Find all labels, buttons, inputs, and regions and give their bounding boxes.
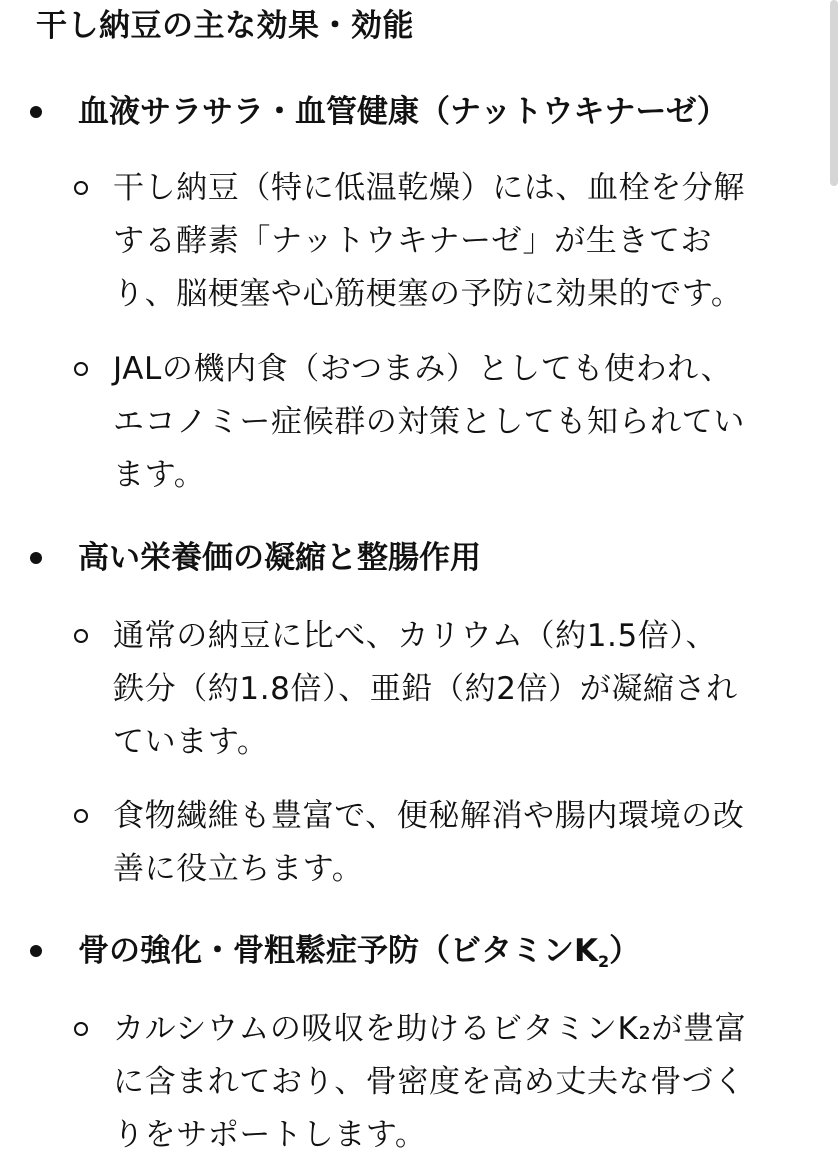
text-line: 食物繊維も豊富で、便秘解消や腸内環境の改 — [113, 798, 745, 834]
subscript-2: 2 — [598, 952, 610, 971]
text-line: ています。 — [113, 724, 269, 760]
bullet-dot — [30, 552, 42, 564]
text-line: する酵素「ナットウキナーゼ」が生きてお — [113, 223, 713, 259]
text-line: 善に役立ちます。 — [113, 851, 364, 887]
text-line: カルシウムの吸収を助けるビタミンK₂が豊富 — [113, 1011, 747, 1047]
text-line: り、脳梗塞や心筋梗塞の予防に効果的です。 — [113, 276, 743, 312]
text-line: ます。 — [113, 457, 206, 493]
bullet-dot — [30, 106, 42, 118]
sub-bullet-circle — [74, 809, 88, 823]
sub-bullet-circle — [74, 1022, 88, 1036]
section-title-bone — [78, 929, 640, 984]
text-line: 通常の納豆に比べ、カリウム（約1.5倍）、 — [113, 618, 718, 654]
list-item — [113, 610, 813, 769]
sub-bullet-circle — [74, 181, 88, 195]
bullet-dot — [30, 945, 42, 957]
list-item — [113, 162, 813, 321]
list-item — [113, 1003, 813, 1156]
list-item — [113, 343, 813, 502]
list-item — [113, 790, 813, 896]
sub-bullet-circle — [74, 629, 88, 643]
section-title-text: 骨の強化・骨粗鬆症予防（ビタミンK — [78, 933, 599, 969]
scrollbar[interactable] — [830, 0, 838, 186]
section-title-close: ） — [609, 933, 641, 969]
text-line: 鉄分（約1.8倍）、亜鉛（約2倍）が凝縮され — [113, 671, 738, 707]
section-title-nutrition: 高い栄養価の凝縮と整腸作用 — [78, 540, 481, 576]
text-line: に含まれており、骨密度を高め丈夫な骨づく — [113, 1064, 745, 1100]
section-title-blood: 血液サラサラ・血管健康（ナットウキナーゼ） — [78, 94, 728, 130]
text-line: 干し納豆（特に低温乾燥）には、血栓を分解 — [113, 170, 745, 206]
text-line: りをサポートします。 — [113, 1117, 427, 1153]
text-line: JALの機内食（おつまみ）としても使われ、 — [113, 351, 733, 387]
sub-bullet-circle — [74, 362, 88, 376]
page-heading: 干し納豆の主な効果・効能 — [36, 8, 414, 44]
text-line: エコノミー症候群の対策としても知られてい — [113, 404, 745, 440]
